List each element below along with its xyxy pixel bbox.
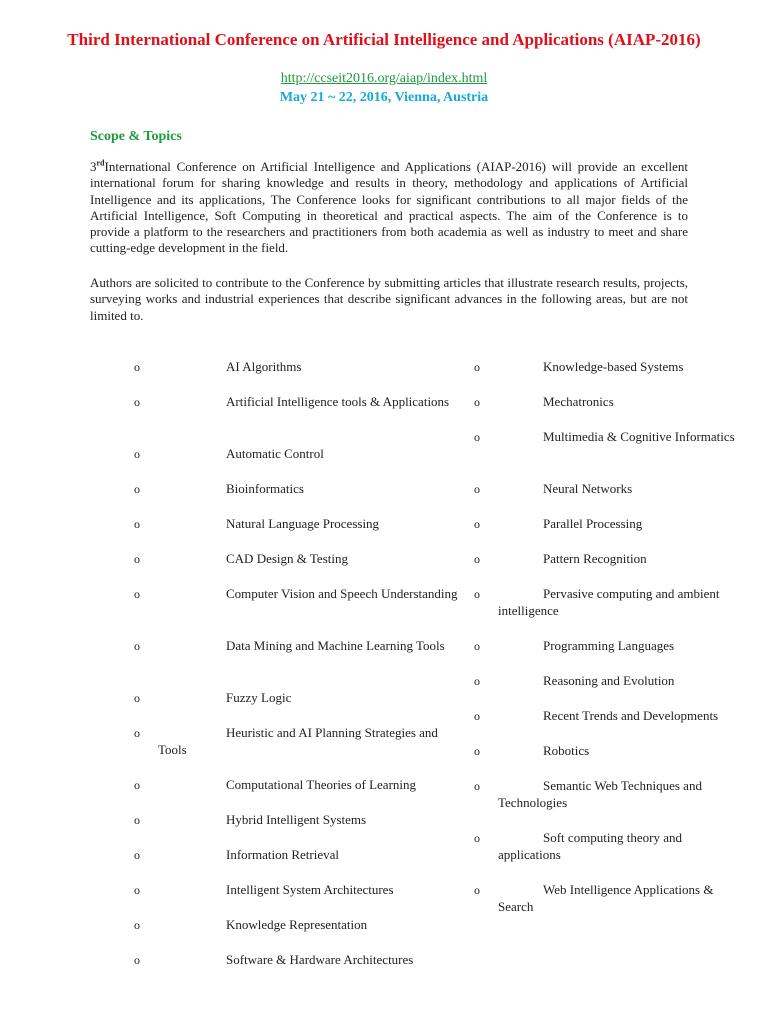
bullet-icon: o [134, 360, 140, 374]
bullet-icon: o [134, 726, 140, 740]
list-item: Parallel Processing [543, 516, 643, 531]
list-item: Bioinformatics [226, 481, 304, 496]
ordinal-suffix: rd [96, 158, 105, 168]
conference-url-link[interactable]: http://ccseit2016.org/aiap/index.html [280, 71, 488, 86]
ordinal-number: 3 [90, 159, 97, 174]
list-item: Heuristic and AI Planning Strategies and Tools [158, 725, 438, 757]
list-item: Intelligent System Architectures [226, 882, 394, 897]
list-item: Robotics [543, 743, 590, 758]
list-item: Reasoning and Evolution [543, 673, 675, 688]
bullet-icon: o [134, 691, 140, 705]
bullet-icon: o [134, 778, 140, 792]
bullet-icon: o [474, 552, 480, 566]
bullet-icon: o [474, 779, 480, 793]
list-item: Knowledge-based Systems [543, 359, 684, 374]
list-item: Automatic Control [226, 446, 324, 461]
conference-title: Third International Conference on Artificial Intelligence and Applications (AIAP-2016) [67, 30, 701, 49]
list-item: Data Mining and Machine Learning Tools [226, 638, 445, 653]
intro-paragraph [90, 159, 688, 257]
list-item: Pervasive computing and ambient intelligence [498, 586, 720, 618]
bullet-icon: o [474, 482, 480, 496]
list-item: Semantic Web Techniques and Technologies [498, 778, 702, 810]
conference-dates: May 21 ~ 22, 2016, Vienna, Austria [279, 90, 489, 105]
list-item: Computer Vision and Speech Understanding [226, 586, 458, 601]
bullet-icon: o [134, 639, 140, 653]
bullet-icon: o [474, 674, 480, 688]
bullet-icon: o [474, 639, 480, 653]
list-item: Multimedia & Cognitive Informatics [543, 429, 735, 444]
bullet-icon: o [474, 883, 480, 897]
bullet-icon: o [474, 831, 480, 845]
bullet-icon: o [134, 918, 140, 932]
list-item: Artificial Intelligence tools & Applications [226, 394, 450, 409]
bullet-icon: o [134, 813, 140, 827]
intro-text: International Conference on Artificial Intelligence and Applications (AIAP-2016) will provide an excellent international forum for sharing knowledge and results in theory, methodology and applications of Artificial Intelligence and its applications, The Conference looks for significant contributions to all major fields of the Artificial Intelligence, Soft Computing in theoretical and practical aspects. The aim of the Conference is to provide a platform to the researchers and practitioners from both academia as well as industry to meet and share cutting-edge development in the field. [90, 159, 688, 256]
list-item: Knowledge Representation [226, 917, 368, 932]
bullet-icon: o [474, 517, 480, 531]
bullet-icon: o [134, 517, 140, 531]
bullet-icon: o [474, 744, 480, 758]
bullet-icon: o [474, 395, 480, 409]
conference-url-line [0, 70, 768, 87]
call-paragraph: Authors are solicited to contribute to the Conference by submitting articles that illustrate research results, projects, surveying works and industrial experiences that describe significant advances in the following areas, but are not limited to. [90, 275, 688, 323]
list-item: Information Retrieval [226, 847, 339, 862]
list-item: Programming Languages [543, 638, 675, 653]
bullet-icon: o [474, 360, 480, 374]
bullet-icon: o [134, 482, 140, 496]
list-item: Web Intelligence Applications & Search [498, 882, 714, 914]
list-item: AI Algorithms [226, 359, 302, 374]
list-item: Natural Language Processing [226, 516, 380, 531]
list-item: Neural Networks [543, 481, 633, 496]
bullet-icon: o [474, 709, 480, 723]
bullet-icon: o [134, 587, 140, 601]
bullet-icon: o [134, 395, 140, 409]
list-item: Mechatronics [543, 394, 614, 409]
bullet-icon: o [134, 552, 140, 566]
bullet-icon: o [474, 587, 480, 601]
bullet-icon: o [134, 447, 140, 461]
list-item: CAD Design & Testing [226, 551, 348, 566]
bullet-icon: o [474, 430, 480, 444]
list-item: Hybrid Intelligent Systems [226, 812, 367, 827]
list-item: Soft computing theory and applications [498, 830, 683, 862]
bullet-icon: o [134, 953, 140, 967]
list-item: Fuzzy Logic [226, 690, 292, 705]
list-item: Recent Trends and Developments [543, 708, 719, 723]
bullet-icon: o [134, 883, 140, 897]
list-item: Computational Theories of Learning [226, 777, 417, 792]
bullet-icon: o [134, 848, 140, 862]
list-item: Software & Hardware Architectures [226, 952, 414, 967]
scope-heading: Scope & Topics [90, 129, 182, 144]
list-item: Pattern Recognition [543, 551, 647, 566]
